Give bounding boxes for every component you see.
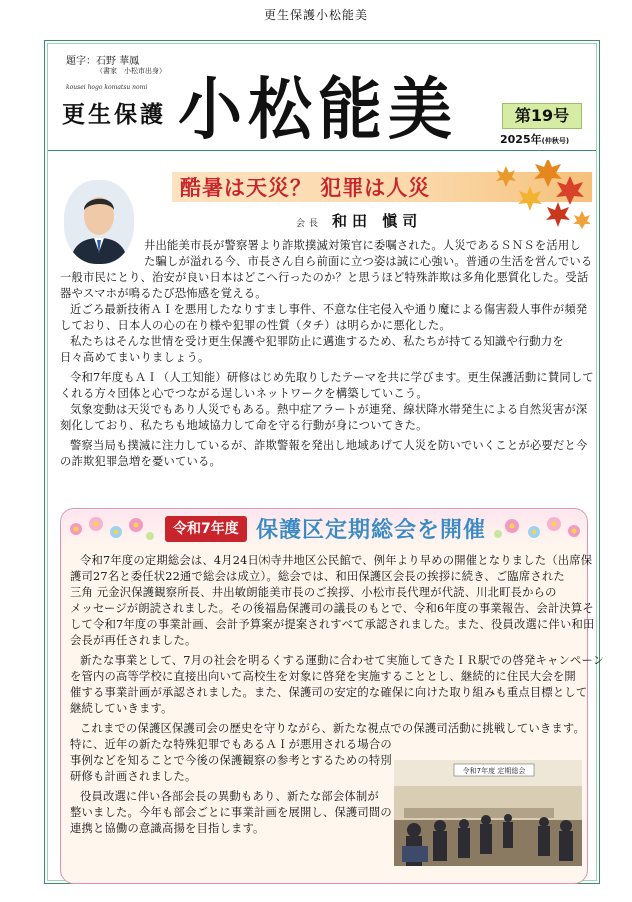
article1-author	[296, 210, 422, 231]
article1-line: 器やスマホが鳴るたび恐怖感を覚える。	[60, 287, 267, 300]
maple-leaf-icon	[546, 202, 570, 227]
flower-decoration-left	[66, 514, 156, 544]
author-portrait	[64, 180, 134, 264]
flower-icon	[129, 518, 143, 532]
article1-line: くれる方々団体と心でつながる逞しいネットワークを構築していこう。	[60, 387, 428, 400]
article2-line: 催する事業計画が承認されました。また、保護司の安定的な確保に向けた取り組みも重点目標として	[70, 686, 588, 699]
article2-year-label: 令和7年度	[165, 516, 247, 542]
calligraphy-credit: 題字：石野 華鳳	[66, 56, 140, 67]
flower-icon	[89, 517, 103, 531]
issue-number-badge: 第19号	[502, 103, 582, 129]
article2-line: 会長が再任されました。	[70, 634, 197, 647]
article2-line: メッセージが朗読されました。その後福島保護司の議長のもとで、令和6年度の事業報告、会計決算そ	[70, 602, 594, 615]
article1-line: しており、日本人の心の在り様や犯罪の性質（タチ）は明らかに悪化した。	[60, 319, 451, 332]
maple-leaf-icon	[518, 186, 542, 211]
masthead-small-title: 更生保護	[62, 101, 166, 128]
article1-line: の詐欺犯罪急増を憂いている。	[60, 455, 221, 468]
autumn-leaves-illustration	[470, 160, 590, 230]
maple-leaf-icon	[556, 176, 584, 205]
issue-season: (仲秋号)	[541, 137, 570, 145]
flower-icon	[547, 517, 561, 531]
article2-line: を管内の高等学校に直接出向いて高校生を対象に啓発を実施することとし、継続的に住民大会を開	[70, 670, 576, 683]
flower-icon	[110, 526, 122, 538]
article2-line: 役員改選に伴い各部会長の異動もあり、新たな部会体制が	[80, 790, 379, 803]
article1-line: 警察当局も撲滅に注力しているが、詐欺警報を発出し地域あげて人災を防いでいくことが必要だと今	[70, 439, 588, 452]
maple-leaf-icon	[496, 166, 516, 187]
author-role: 会長	[296, 219, 323, 229]
article1-line: 令和7年度もＡＩ（人工知能）研修はじめ先取りしたテーマを共に学びます。更生保護活動に賛同して	[70, 371, 594, 384]
article1-line: た騙しが溢れる今、市長さん自ら前面に立つ姿は誠に心強い。普通の生活を営んでいる	[144, 255, 593, 268]
flower-icon	[505, 519, 519, 533]
photo-banner-text: 令和7年度 定期総会	[462, 767, 526, 775]
article2-line: 令和7年度の定期総会は、4月24日㈭寺井地区公民館で、例年より早めの開催となりました（出席保	[80, 554, 593, 567]
calligraphy-subcredit: （書家 小松市出身）	[96, 67, 166, 75]
article1-line: 気象変動は天災でもあり人災でもある。熱中症アラートが連発、線状降水帯発生による自然災害が深	[70, 403, 588, 416]
article1-line: 近ごろ最新技術ＡＩを悪用したなりすまし事件、不意な住宅侵入や通り魔による傷害殺人事件が頻発	[70, 303, 588, 316]
article2-line: 特に、近年の新たな特殊犯罪でもあるＡＩが悪用される場合の	[70, 738, 392, 751]
article2-title: 保護区定期総会を開催	[256, 518, 487, 543]
article1-line: 私たちはそんな世情を受け更生保護や犯罪防止に邁進するため、私たちが持てる知識や行動力を	[70, 335, 564, 348]
article2-line: 新たな事業として、7月の社会を明るくする運動に合わせて実施してきたＩＲ駅での啓発キャンペーン	[80, 654, 605, 667]
article2-line: 整いました。今年も部会ごとに事業計画を展開し、保護司間の	[70, 806, 392, 819]
masthead-title: 小松能美	[178, 70, 458, 150]
flower-icon	[494, 530, 502, 538]
header-divider	[48, 150, 596, 151]
flower-icon	[568, 525, 580, 537]
flower-decoration-right	[488, 514, 584, 544]
article1-line: 井出能美市長が警察署より詐欺撲滅対策官に委嘱された。人災であるＳＮＳを活用し	[144, 239, 581, 252]
flower-icon	[528, 526, 540, 538]
article1-line: 一般市民にとり、治安が良い日本はどこへ行ったのか？と思うほど特殊詐欺は多角化悪質化した。受話	[60, 271, 589, 284]
maple-leaf-icon	[573, 211, 590, 229]
meeting-photo	[394, 760, 582, 866]
flower-icon	[70, 523, 82, 535]
article2-line: これまでの保護区保護司会の歴史を守りながら、新たな視点での保護司活動に挑戦していきます。	[80, 722, 585, 735]
article2-line: 護司27名と委任状22通で総会は成立）。総会では、和田保護区会長の挨拶に続き、ご臨席された	[70, 570, 565, 583]
article1-line: 刻化しており、私たちも地域協力して命を守る行動が身についてきた。	[60, 419, 428, 432]
article2-line: 連携と協働の意識高揚を目指します。	[70, 822, 265, 835]
article2-line: して令和7年度の事業計画、会計予算案が提案されすべて承認されました。また、役員改選に伴い和田	[70, 618, 595, 631]
article1-line: 日々高めてまいりましょう。	[60, 351, 210, 364]
article1-title: 酷暑は天災？ 犯罪は人災	[180, 175, 431, 200]
article2-line: 事例などを知ることで今後の保護観察の参考とするための特別	[70, 754, 392, 767]
flower-icon	[146, 532, 154, 540]
article2-line: 三角 元金沢保護観察所長、井出敏朗能美市長のご挨拶、小松市長代理が代読、川北町長からの	[70, 586, 557, 599]
issue-date	[500, 131, 569, 147]
author-name: 和田 愼司	[332, 212, 423, 230]
article2-line: 研修も計画されました。	[70, 770, 197, 783]
page-header-caption: 更生保護小松能美	[263, 8, 368, 22]
article2-line: 継続していきます。	[70, 702, 173, 715]
masthead-romanization: kousei hogo komatsu nomi	[66, 84, 148, 91]
issue-year: 2025年	[500, 133, 542, 146]
